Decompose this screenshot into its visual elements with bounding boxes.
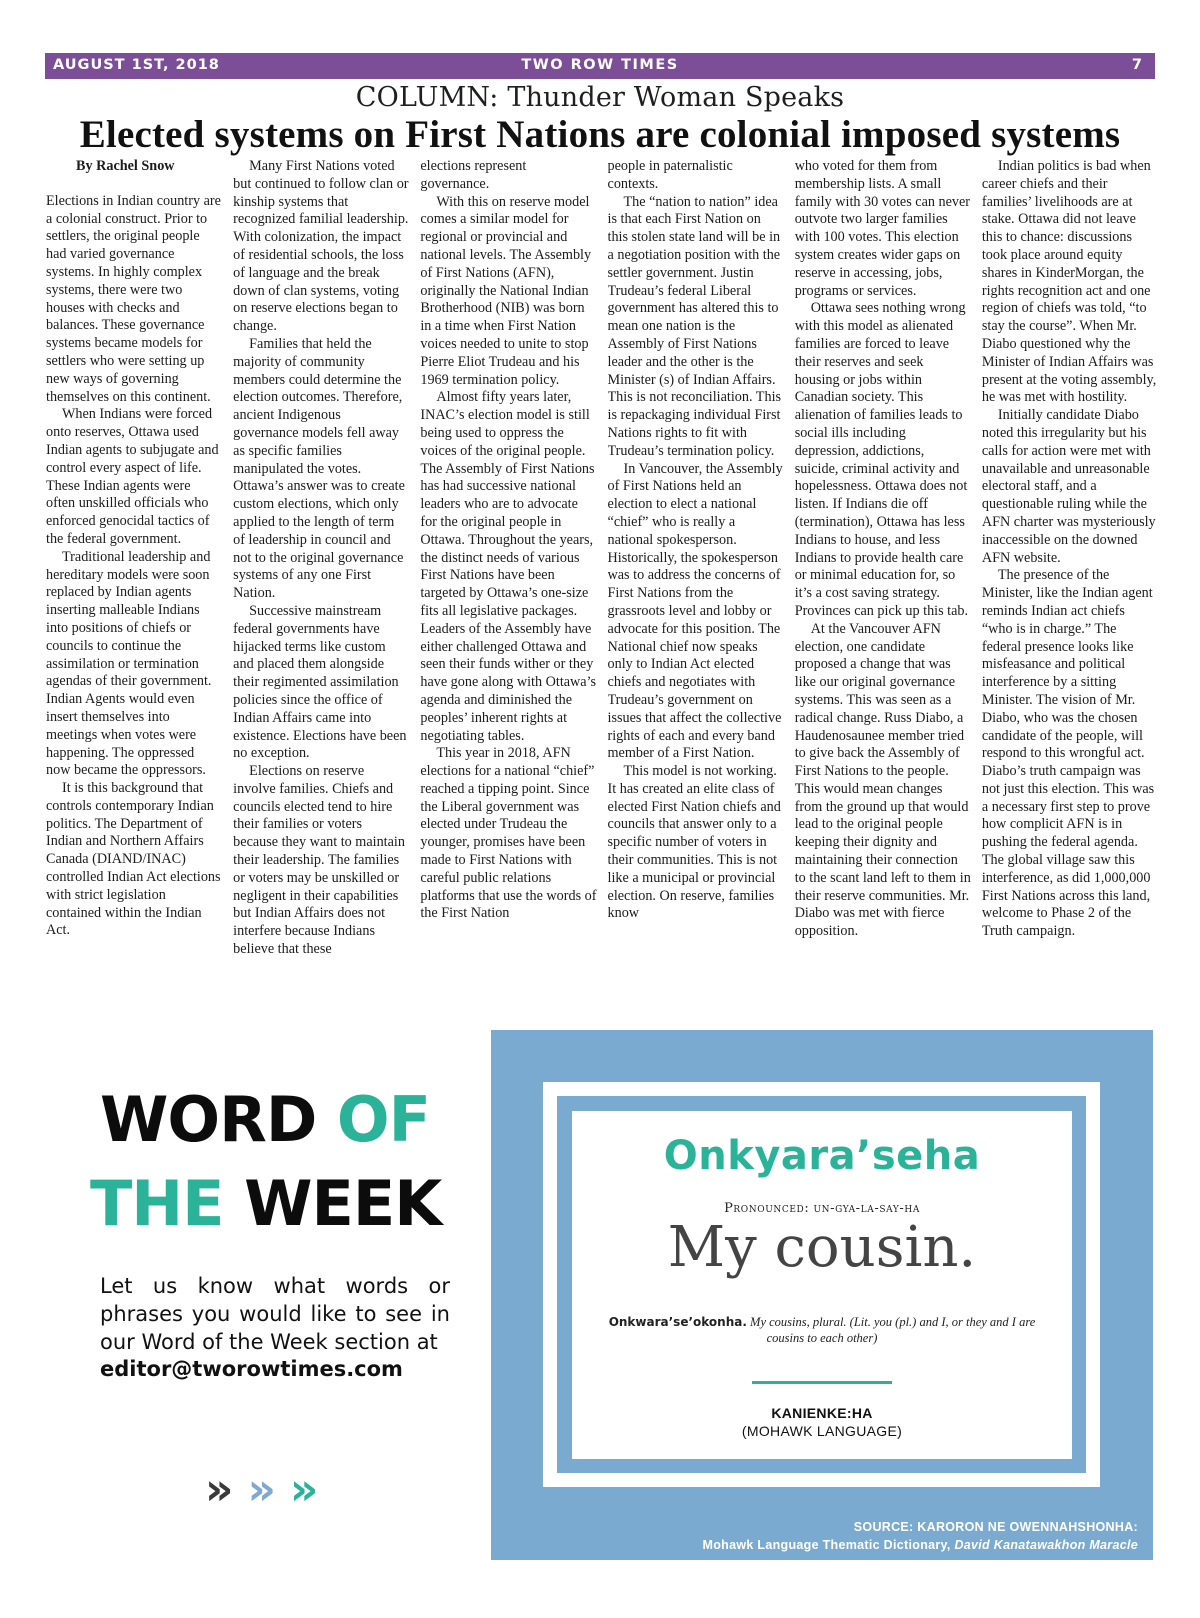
editor-email-link[interactable]: editor@tworowtimes.com — [100, 1357, 403, 1381]
english-meaning: My cousin. — [667, 1215, 977, 1280]
wotw-title-line-1 — [100, 1078, 460, 1162]
paragraph: The presence of the Minister, like the Indian agent reminds Indian act chiefs “who is in charge.” The federal presence looks like misfeasance and political interference by a sitting Minister. The vision of Mr. Diabo, who was the chosen candidate of the people, will respond to this wrongful act. Diabo’s truth campaign was not just this election. This was a necessary first step to prove how complicit AFN is in pushing the federal agenda. The global village saw this interference, as did 1,000,000 First Nations across this land, welcome to Phase 2 of the Truth campaign. — [981, 567, 1155, 940]
page-number: 7 — [1131, 57, 1143, 73]
paragraph: Successive mainstream federal governments have hijacked terms like custom and placed them alongside their regimented assimilation policies since the office of Indian Affairs came into existence. Elections have been no exception. — [233, 602, 407, 762]
chevron-double-right-icon: » — [205, 1464, 234, 1515]
paragraph: Elections in Indian country are a colonial construct. Prior to settlers, the original people had varied governance systems. In highly complex systems, there were two houses with checks and balances. These governance systems became models for settlers who were setting up new ways of governing themselves on this continent. — [46, 192, 221, 405]
wotw-title-week: WEEK — [244, 1167, 442, 1240]
paragraph: Traditional leadership and hereditary models were soon replaced by Indian agents inserting malleable Indians into positions of chiefs or councils to continue the assimilation or termination agendas of their government. Indian Agents would even insert themselves into meetings when votes were happening. The oppressed now became the oppressors. — [46, 548, 212, 779]
plural-word: Onkwara’se’okonha. — [608, 1315, 747, 1329]
wotw-title-of: OF — [336, 1083, 430, 1156]
word-of-the-week-promo — [90, 1078, 460, 1381]
paragraph: In Vancouver, the Assembly of First Nations held an election to elect a national “chief” who is really a national spokesperson. Historically, the spokesperson was to address the concerns of First Nations from the grassroots level and lobby or advocate for this position. The National chief now speaks only to Indian Act elected chiefs and negotiates with Trudeau’s government on issues that affect the collective rights of each and every band member of a First Nation. — [607, 460, 783, 762]
article-column-3 — [420, 158, 596, 1030]
article-column-6 — [982, 158, 1158, 1030]
chevron-double-right-icon: » — [289, 1464, 319, 1515]
paragraph: Ottawa sees nothing wrong with this model as alienated families are forced to leave their reserves and seek housing or jobs within Canadian society. This alienation of families leads to social ills including depression, addictions, suicide, criminal activity and hopelessness. Ottawa does not listen. If Indians die off (termination), Ottawa has less Indians to house, and less Indians to provide health care or minimal education for, so it’s a cost saving strategy. Provinces can pick up this tab. — [794, 300, 969, 619]
paragraph: When Indians were forced onto reserves, Ottawa used Indian agents to subjugate and control every aspect of life. These Indian agents were often unskilled officials who enforced genocidal tactics of the federal government. — [46, 406, 219, 547]
byline: By Rachel Snow — [76, 158, 175, 174]
article-column-4 — [608, 158, 784, 1030]
article-column-1 — [46, 158, 222, 1030]
issue-date: AUGUST 1ST, 2018 — [53, 57, 220, 73]
wotw-title-the: THE — [90, 1167, 224, 1240]
article-headline: Elected systems on First Nations are colonial imposed systems — [79, 113, 1121, 156]
paragraph: At the Vancouver AFN election, one candidate proposed a change that was like our original governance systems. This was seen as a radical change. Russ Diabo, a Haudenosaunee member tried to give back the Assembly of First Nations to the people. This would mean changes from the ground up that would lead to the original people keeping their dignity and maintaining their connection to the scant land left to them in their reserve communities. Mr. Diabo was met with fierce opposition. — [794, 620, 971, 940]
source-line-1: SOURCE: KARORON NE OWENNAHSHONHA: — [853, 1520, 1138, 1534]
language-name: KANIENKE:HA — [771, 1405, 873, 1421]
paragraph: The “nation to nation” idea is that each First Nation on this stolen state land will be in a negotiation position with the settler government. Justin Trudeau’s federal Liberal government has altered this to mean one nation is the Assembly of First Nations leader and the other is the Minister (s) of Indian Affairs. This is not reconciliation. This is repackaging individual First Nations rights to fit with Trudeau’s termination policy. — [607, 193, 782, 459]
paragraph: Initially candidate Diabo noted this irregularity but his calls for action were met with unavailable and unreasonable electoral staff, and a questionable ruling while the AFN charter was mysteriously inaccessible on the downed AFN website. — [981, 407, 1156, 566]
paragraph: Almost fifty years later, INAC’s election model is still being used to oppress the voices of the original people. The Assembly of First Nations has had successive national leaders who are to advocate for the original people in Ottawa. Throughout the years, the distinct needs of various First Nations have been targeted by Ottawa’s one-size fits all legislative packages. Leaders of the Assembly have either challenged Ottawa and seen their funds wither or they have gone along with Ottawa’s agenda and diminished the peoples’ inherent rights at negotiating tables. — [420, 389, 597, 744]
paragraph: It is this background that controls contemporary Indian politics. The Department of Indian and Northern Affairs Canada (DIAND/INAC) controlled Indian Act elections with strict legislation contained within the Indian Act. — [46, 780, 221, 939]
source-credit — [658, 1518, 1138, 1554]
pronounced-value: un-gya-la-say-ha — [813, 1201, 920, 1216]
chevron-group — [205, 1465, 365, 1515]
article-body — [46, 158, 1158, 1030]
paragraph: Many First Nations voted but continued to follow clan or kinship systems that recognized familial leadership. With colonization, the impact of residential schools, the loss of language and the break down of clan systems, voting on reserve elections began to change. — [233, 158, 409, 335]
paragraph: Families that held the majority of community members could determine the election outcomes. Therefore, ancient Indigenous governance models fell away as specific families manipulated the votes. Ottawa’s answer was to create custom elections, which only applied to the length of term of leadership in council and not to the original governance systems of any one First Nation. — [233, 335, 405, 602]
source-author: David Kanatawakhon Maracle — [954, 1538, 1138, 1552]
article-column-2 — [233, 158, 409, 1030]
paragraph: Elections on reserve involve families. Chiefs and councils elected tend to hire their families or voters because they want to maintain their leadership. The families or voters may be unskilled or negligent in their capabilities but Indian Affairs does not interfere because Indians believe that these — [233, 763, 405, 958]
article-column-5 — [795, 158, 971, 1030]
paragraph: people in paternalistic contexts. — [607, 158, 733, 192]
paragraph: This model is not working. It has created an elite class of elected First Nation chiefs and councils that answer only to a specific number of voters in their communities. This is not like a municipal or provincial election. On reserve, families know — [607, 763, 781, 922]
wotw-message: Let us know what words or phrases you would like to see in our Word of the Week section at — [100, 1274, 450, 1354]
paragraph: Indian politics is bad when career chiefs and their families’ livelihoods are at stake. Ottawa did not leave this to chance: discussions took place around equity shares in KinderMorgan, the rights recognition act and one region of chiefs was told, “to stay the course”. When Mr. Diabo questioned why the Minister of Indian Affairs was present at the voting assembly, he was met with hostility. — [981, 158, 1157, 406]
word-card — [572, 1111, 1072, 1459]
column-kicker: COLUMN: Thunder Woman Speaks — [355, 82, 845, 113]
wotw-title-word: WORD — [100, 1083, 317, 1156]
paragraph: This year in 2018, AFN elections for a national “chief” reached a tipping point. Since the Liberal government was elected under Trudeau the younger, promises have been made to First Nations with careful public relations platforms that use the words of the First Nation — [420, 745, 597, 922]
language-subtitle: (MOHAWK LANGUAGE) — [741, 1423, 903, 1439]
pronounced-label: Pronounced: — [724, 1201, 810, 1216]
chevron-double-right-icon: » — [247, 1464, 276, 1515]
source-title: Mohawk Language Thematic Dictionary, — [702, 1538, 951, 1552]
source-line-2 — [658, 1536, 1138, 1554]
paragraph: elections represent governance. — [420, 158, 527, 192]
plural-meaning: My cousins, plural. (Lit. you (pl.) and I, or they and I are cousins to each other) — [750, 1315, 1036, 1345]
divider — [752, 1381, 892, 1384]
wotw-title-line-2 — [90, 1162, 460, 1246]
mohawk-word: Onkyara’seha — [663, 1133, 981, 1179]
pronunciation — [572, 1201, 1072, 1216]
paragraph: who voted for them from membership lists. A small family with 30 votes can never outvote two larger families with 100 votes. This election system creates wider gaps on reserve in accessing, jobs, programs or services. — [794, 158, 971, 299]
plural-form — [602, 1314, 1042, 1346]
page-header-bar — [45, 53, 1155, 79]
paragraph: With this on reserve model comes a similar model for regional or provincial and national levels. The Assembly of First Nations (AFN), originally the National Indian Brotherhood (NIB) was born in a time when First Nation voices needed to unite to stop Pierre Eliot Trudeau and his 1969 termination policy. — [420, 193, 592, 388]
newspaper-name: TWO ROW TIMES — [521, 57, 679, 73]
